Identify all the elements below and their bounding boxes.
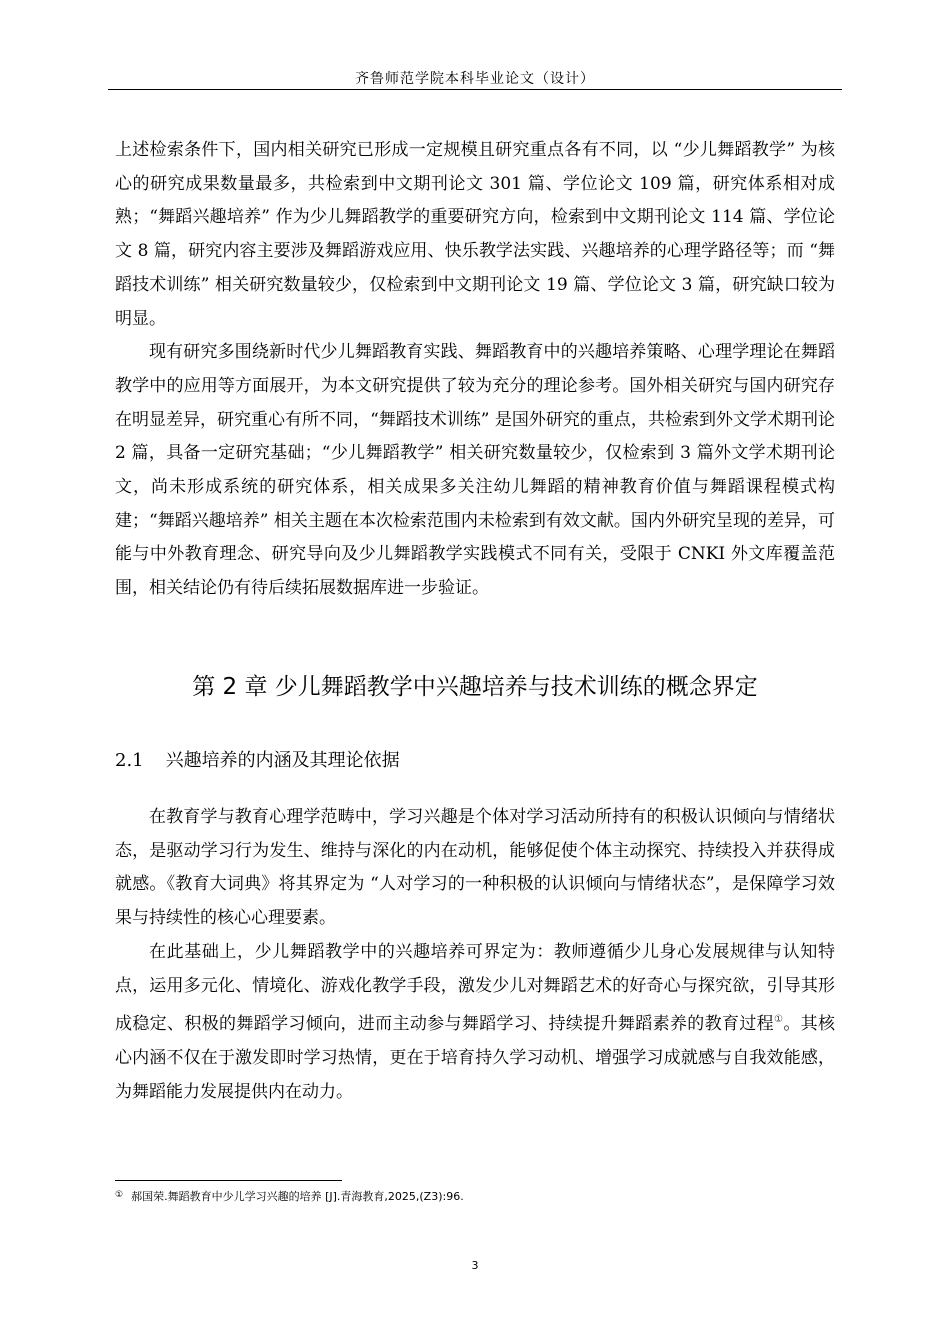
footnote-reference[interactable]: ① bbox=[774, 1014, 784, 1026]
paragraph-interest-cultivation bbox=[115, 936, 835, 1110]
paragraph-text-before-note: 在此基础上，少儿舞蹈教学中的兴趣培养可界定为：教师遵循少儿身心发展规律与认知特点，运用多元化、情境化、游戏化教学手段，激发少儿对舞蹈艺术的好奇心与探究欲，引导其形成稳定、积极的舞蹈学习倾向，进而主动参与舞蹈学习、持续提升舞蹈素养的教育过程 bbox=[115, 941, 835, 1035]
footnote-rule bbox=[115, 1180, 342, 1181]
footnote-mark: ① bbox=[115, 1190, 124, 1200]
paragraph-interest-definition: 在教育学与教育心理学范畴中，学习兴趣是个体对学习活动所持有的积极认识倾向与情绪状态，是驱动学习行为发生、维持与深化的内在动机，能够促使个体主动探究、持续投入并获得成就感。《教育大词典》将其界定为 “人对学习的一种积极的认识倾向与情绪状态”，是保障学习效果与持续性的核心心理要素。 bbox=[115, 807, 835, 929]
footnote bbox=[115, 1188, 464, 1204]
header-rule bbox=[108, 89, 842, 90]
paragraph-search-results: 上述检索条件下，国内相关研究已形成一定规模且研究重点各有不同，以 “少儿舞蹈教学” 为核心的研究成果数量最多，共检索到中文期刊论文 301 篇、学位论文 109 篇，研究体系相对成熟；“舞蹈兴趣培养” 作为少儿舞蹈教学的重要研究方向，检索到中文期刊论文 114 篇、学位论文 8 篇，研究内容主要涉及舞蹈游戏应用、快乐教学法实践、兴趣培养的心理学路径等；而 “舞蹈技术训练” 相关研究数量较少，仅检索到中文期刊论文 19 篇、学位论文 3 篇，研究缺口较为明显。 bbox=[115, 140, 835, 329]
body-text-section bbox=[115, 801, 835, 1109]
page-number: 3 bbox=[471, 1259, 479, 1272]
body-text-top bbox=[115, 134, 835, 606]
chapter-title: 第 2 章 少儿舞蹈教学中兴趣培养与技术训练的概念界定 bbox=[192, 674, 758, 700]
section-title: 兴趣培养的内涵及其理论依据 bbox=[165, 750, 400, 771]
paragraph-research-comparison: 现有研究多围绕新时代少儿舞蹈教育实践、舞蹈教育中的兴趣培养策略、心理学理论在舞蹈教学中的应用等方面展开，为本文研究提供了较为充分的理论参考。国外相关研究与国内研究存在明显差异，研究重心有所不同，“舞蹈技术训练” 是国外研究的重点，共检索到外文学术期刊论 2 篇，具备一定研究基础；“少儿舞蹈教学” 相关研究数量较少，仅检索到 3 篇外文学术期刊论文，尚未形成系统的研究体系，相关成果多关注幼儿舞蹈的精神教育价值与舞蹈课程模式构建；“舞蹈兴趣培养” 相关主题在本次检索范围内未检索到有效文献。国内外研究呈现的差异，可能与中外教育理念、研究导向及少儿舞蹈教学实践模式不同有关，受限于 CNKI 外文库覆盖范围，相关结论仍有待后续拓展数据库进一步验证。 bbox=[115, 342, 835, 599]
section-heading bbox=[115, 746, 400, 772]
section-number: 2.1 bbox=[115, 750, 144, 771]
footnote-text: 郝国荣.舞蹈教育中少儿学习兴趣的培养 [J].青海教育,2025,(Z3):96. bbox=[131, 1190, 464, 1203]
running-header: 齐鲁师范学院本科毕业论文（设计） bbox=[355, 71, 595, 87]
paragraph-text-after-note: 。其核心内涵不仅在于激发即时学习热情，更在于培育持久学习动机、增强学习成就感与自我效能感，为舞蹈能力发展提供内在动力。 bbox=[115, 1014, 836, 1102]
